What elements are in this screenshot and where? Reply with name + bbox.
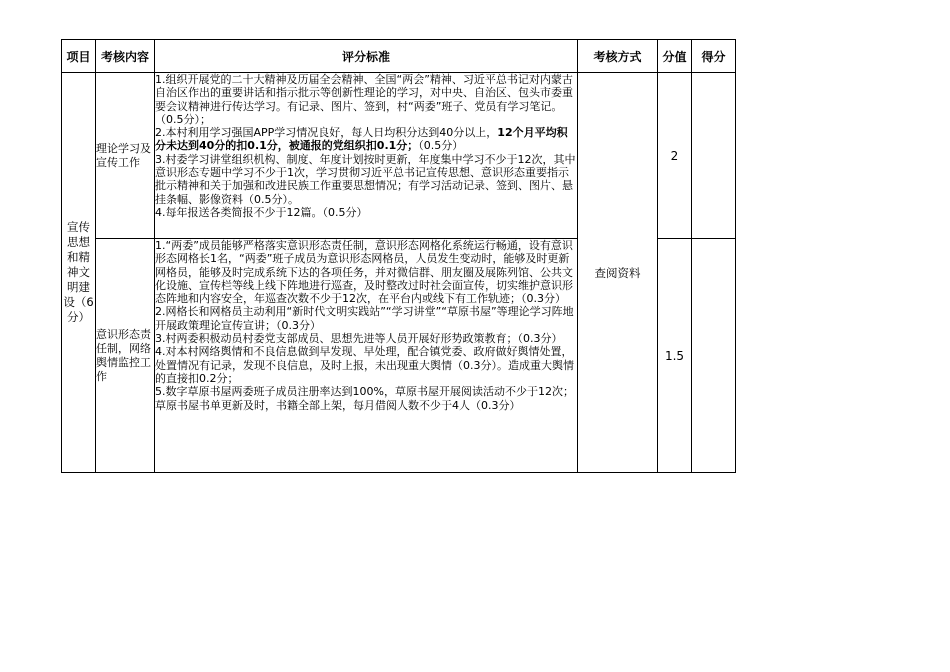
criteria-item: 1.“两委”成员能够严格落实意识形态责任制，意识形态网格化系统运行畅通，设有意识形态网格长1名，“两委”班子成员为意识形态网格员，人员发生变动时，能够及时更新网格员，能够及时完成系统下达的各项任务，并对微信群、朋友圈及展陈列馆、公共文化设施、宣传栏等线上线下阵地进行巡查，及时整改过时社会面宣传，切实维护意识形态阵地和内容安全，年巡查次数不少于12次，在平台内或线下有工作轨迹；（0.3分） (155, 239, 573, 306)
got-cell (692, 73, 736, 239)
score-cell: 1.5 (658, 239, 692, 473)
header-method: 考核方式 (578, 40, 658, 73)
criteria-item: 3.村两委积极动员村委党支部成员、思想先进等人员开展好形势政策教育；（0.3分） (155, 332, 563, 346)
criteria-item: 1.组织开展党的二十大精神及历届全会精神、全国“两会”精神、习近平总书记对内蒙古自治区作出的重要讲话和指示批示等创新性理论的学习，对中央、自治区、包头市委重要会议精神进行传达学习。有记录、图片、签到，村“两委”班子、党员有学习笔记。（0.5分）； (155, 73, 573, 126)
header-score: 分值 (658, 40, 692, 73)
method-cell: 查阅资料 (578, 73, 658, 473)
criteria-item: 4.对本村网络舆情和不良信息做到早发现、早处理，配合镇党委、政府做好舆情处置，处置情况有记录，发现不良信息，及时上报，未出现重大舆情（0.3分）。造成重大舆情的直接扣0.2分； (155, 345, 574, 385)
score-cell: 2 (658, 73, 692, 239)
content-cell: 意识形态责任制，网络舆情监控工作 (96, 239, 155, 473)
criteria-text: （0.5分） (418, 139, 464, 153)
got-cell (692, 239, 736, 473)
header-criteria: 评分标准 (155, 40, 578, 73)
criteria-bold-text: 12个月平均积分未达到40分的扣0.1分，被通报的党组织扣0.1分； (155, 126, 568, 153)
criteria-item: 5.数字草原书屋两委班子成员注册率达到100%，草原书屋开展阅读活动不少于12次；草原书屋书单更新及时，书籍全部上架，每月借阅人数不少于4人（0.3分） (155, 385, 574, 412)
header-project: 项目 (62, 40, 96, 73)
content-cell: 理论学习及宣传工作 (96, 73, 155, 239)
criteria-cell (155, 239, 578, 473)
criteria-item: 4.每年报送各类简报不少于12篇。（0.5分） (155, 205, 368, 219)
assessment-table (61, 39, 736, 473)
table-row (62, 73, 736, 239)
criteria-text: 2.本村利用学习强国APP学习情况良好，每人日均积分达到40分以上， (155, 126, 498, 140)
criteria-cell (155, 73, 578, 239)
criteria-item (155, 126, 577, 153)
header-got: 得分 (692, 40, 736, 73)
criteria-item: 3.村委学习讲堂组织机构、制度、年度计划按时更新，年度集中学习不少于12次，其中意识形态专题中学习不少于1次，学习贯彻习近平总书记宣传思想、意识形态重要指示批示精神和关于加强和改进民族工作重要思想情况；有学习活动记录、签到、图片、悬挂条幅、影像资料（0.5分）。 (155, 152, 576, 206)
header-row (62, 40, 736, 73)
criteria-item: 2.网格长和网格员主动利用“新时代文明实践站”“学习讲堂”“草原书屋”等理论学习阵地开展政策理论宣传宣讲；（0.3分） (155, 305, 574, 332)
project-cell: 宣传思想和精神文明建设（6分） (62, 73, 96, 473)
header-content: 考核内容 (96, 40, 155, 73)
